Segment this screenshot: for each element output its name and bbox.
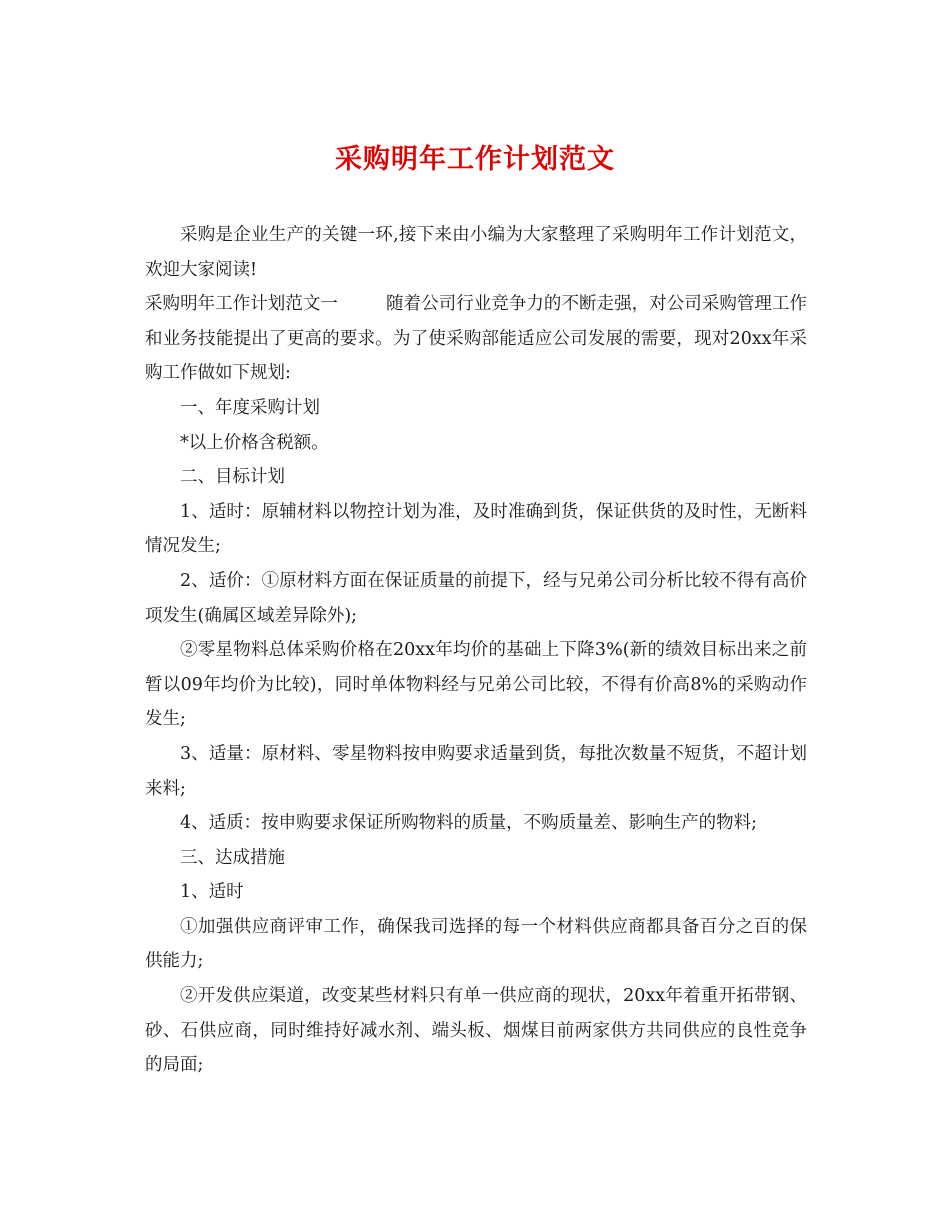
paragraph: 2、适价：①原材料方面在保证质量的前提下，经与兄弟公司分析比较不得有高价项发生(确属区域差异除外); <box>145 570 807 626</box>
section-label: 采购明年工作计划范文一 <box>145 294 338 315</box>
paragraph: ①加强供应商评审工作，确保我司选择的每一个材料供应商都具备百分之百的保供能力; <box>145 916 807 972</box>
paragraph: 1、适时 <box>180 882 244 903</box>
paragraph: 一、年度采购计划 <box>180 397 320 418</box>
document-body <box>145 218 807 1083</box>
intro-paragraph: 采购是企业生产的关键一环,接下来由小编为大家整理了采购明年工作计划范文，欢迎大家阅读! <box>145 225 807 280</box>
document-title: 采购明年工作计划范文 <box>335 144 615 175</box>
paragraph: 二、目标计划 <box>180 467 285 488</box>
paragraph: 1、适时：原辅材料以物控计划为准，及时准确到货，保证供货的及时性，无断料情况发生; <box>145 501 807 557</box>
section-text: 随着公司行业竞争力的不断走强，对公司采购管理工作和业务技能提出了更高的要求。为了使采购部能适应公司发展的需要，现对20xx年采购工作做如下规划: <box>145 294 808 384</box>
section-paragraph <box>145 287 807 391</box>
paragraph: ②零星物料总体采购价格在20xx年均价的基础上下降3%(新的绩效目标出来之前暂以09年均价为比较)，同时单体物料经与兄弟公司比较，不得有价高8%的采购动作发生; <box>145 640 807 730</box>
paragraph: ②开发供应渠道，改变某些材料只有单一供应商的现状，20xx年着重开拓带钢、砂、石供应商，同时维持好减水剂、端头板、烟煤目前两家供方共同供应的良性竞争的局面; <box>145 986 807 1076</box>
paragraph: 三、达成措施 <box>180 847 285 868</box>
paragraph: *以上价格含税额。 <box>180 432 329 453</box>
paragraph: 4、适质：按申购要求保证所购物料的质量，不购质量差、影响生产的物料; <box>180 813 758 834</box>
paragraph: 3、适量：原材料、零星物料按申购要求适量到货，每批次数量不短货，不超计划来料; <box>145 743 807 799</box>
